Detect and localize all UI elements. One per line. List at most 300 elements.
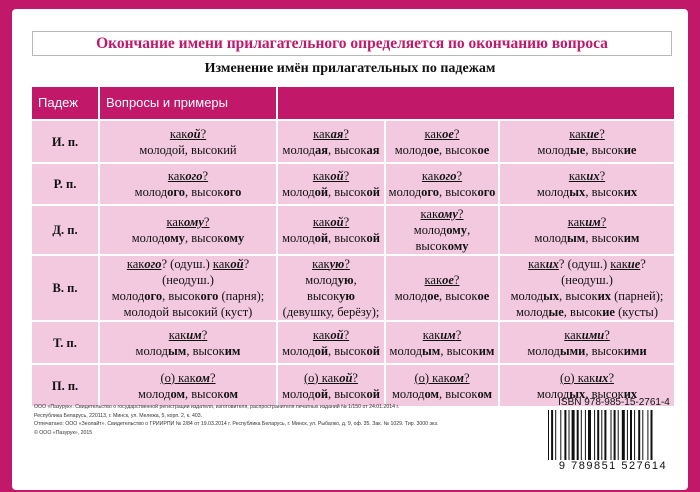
example-segment: (девушку, берёзу); [282,305,380,319]
question-line [102,327,274,343]
header-questions: Вопросы и примеры [99,86,277,120]
question-line [102,214,274,230]
example-segment: , высок [415,223,471,253]
question-segment [185,169,202,183]
question-line [388,168,496,184]
question-line [388,126,496,142]
question-segment: ? [203,215,210,229]
question-segment: (о) как [560,370,596,385]
question-ending: ими [581,327,605,342]
example-line [280,343,382,359]
example-segment: молодой высокий (куст) [123,305,253,319]
barcode-bar [647,410,648,460]
example-line [502,343,672,359]
case-label: И. п. [31,120,99,163]
example-ending: ым [168,343,187,358]
example-segment: , высок [186,343,225,358]
example-segment: , высок [439,142,478,157]
example-segment: молод [534,231,568,245]
barcode-bar [642,410,643,460]
question-segment: как [312,215,331,229]
case-label: П. п. [31,364,99,407]
example-cell [385,205,499,255]
barcode-bar [581,410,582,460]
example-cell [277,120,385,163]
example-segment: , высок [559,289,598,303]
header-case: Падеж [31,86,99,120]
barcode-bar [594,410,595,460]
question-line [280,126,382,142]
example-ending: ую [337,273,354,287]
header-blank [277,86,675,120]
example-cell [277,205,385,255]
question-line [388,327,496,343]
example-segment: молод [388,185,422,199]
example-ending: ом [170,386,186,401]
question-segment [330,215,343,229]
question-ending: ом [195,370,210,385]
example-line [388,184,496,200]
question-ending: ого [439,169,457,183]
example-segment: , высок [328,386,367,401]
example-segment: , высок [439,185,478,199]
question-segment [196,371,210,385]
question-segment [586,169,599,183]
question-segment: как [312,257,330,271]
example-segment: , высок [585,142,624,157]
example-ending: ой [366,343,380,358]
imprint-line: ООО «Пазурук». Свидетельство о государственной регистрации издателя, изготовителя, распространителя печатных изданий № 1/150 от 24.01.2014 г. [34,404,400,410]
example-segment: , высок [328,185,367,199]
example-segment: , высок [440,343,479,358]
question-line [502,327,672,343]
example-ending: ым [567,231,586,245]
example-segment: молод [537,142,570,157]
question-segment: как [312,169,331,183]
barcode-bar [577,410,579,460]
question-segment: ? [457,207,464,221]
example-line [102,304,274,320]
question-line [388,206,496,222]
question-segment: ? (одуш.) [558,257,611,271]
question-segment [186,328,202,342]
question-ending: ой [187,126,201,141]
example-ending: ом [477,386,492,401]
example-cell [99,321,277,364]
example-line [388,222,496,254]
example-segment: , высок [439,289,478,303]
question-line [502,168,672,184]
example-ending: ого [421,185,440,199]
question-ending: ом [449,370,464,385]
example-ending: ые [548,305,564,319]
example-segment: молод [282,386,315,401]
question-segment [595,371,608,385]
example-line [102,142,274,158]
example-segment: , высок [439,386,478,401]
example-ending: ые [570,142,586,157]
question-segment: как [564,327,582,342]
question-segment: ? [201,327,208,342]
example-segment: молод [135,343,169,358]
case-label: Д. п. [31,205,99,255]
question-segment [339,371,352,385]
barcode-bar [618,410,619,460]
example-cell [277,364,385,407]
example-cell [385,163,499,205]
example-line [280,142,382,158]
imprint-line: © ООО «Пазурук», 2015 [34,430,93,437]
page-title [32,31,672,56]
question-segment: (о) как [414,370,450,385]
example-segment: , высок [585,185,624,199]
example-cell [277,163,385,205]
example-line [502,304,672,320]
question-segment: как [168,327,187,342]
barcode-bar [588,410,591,460]
example-line [502,230,672,246]
example-cell [385,321,499,364]
barcode-bar [634,410,635,460]
question-segment [330,328,343,342]
example-ending: ому [164,231,186,245]
example-segment: молод [282,231,315,245]
question-segment: ? [456,169,463,183]
question-segment: ? [455,327,462,342]
case-label: В. п. [31,255,99,321]
example-line [502,142,672,158]
question-segment: как [312,327,331,342]
example-ending: ой [366,386,380,401]
example-cell [277,255,385,321]
example-line [280,272,382,304]
question-line [280,214,382,230]
table-header-row [31,86,675,120]
example-segment: молод [111,289,145,303]
question-segment [546,257,559,271]
example-cell [385,255,499,321]
example-ending: ом [424,386,440,401]
question-line [280,327,382,343]
imprint-text [34,403,534,438]
question-ending: ая [330,126,344,141]
question-ending: ую [329,257,345,271]
question-line [502,126,672,142]
example-cell [499,163,675,205]
barcode-bar [601,410,602,460]
question-segment [587,127,600,141]
example-ending: ому [223,231,245,245]
question-segment: ? [202,169,209,183]
example-segment: , высок [162,289,201,303]
example-line [102,230,274,246]
barcode-bar [569,410,570,460]
example-ending: ому [447,239,469,253]
question-segment [440,328,456,342]
question-line [502,370,672,386]
imprint-line: Отпечатано: ООО «Зеолайт». Свидетельство о ГРИИРПИ № 2/84 от 19.03.2014 г. Республика Беларусь, г. Минск, ул. Рыбалко, д. 9, оф. 35. Зак. № 1029. Тир. 3000 экз. [34,421,439,428]
question-segment: ? [343,327,350,342]
barcode [546,410,680,460]
question-ending: ого [144,257,162,271]
example-line [388,288,496,304]
example-segment: молод [392,386,425,401]
question-segment: как [169,126,188,141]
example-segment: молод [527,343,560,358]
example-line [102,184,274,200]
example-segment: , высок [185,386,224,401]
example-ending: ого [167,185,186,199]
question-segment: (о) как [304,370,340,385]
example-ending: ой [314,231,329,245]
question-segment: как [126,257,145,271]
question-segment: ? [344,257,350,271]
question-segment [628,257,641,271]
question-segment [439,169,456,183]
example-line [388,386,496,402]
barcode-bar [604,410,606,460]
example-ending: их [623,185,638,199]
example-line [102,288,274,304]
question-segment: ? [453,273,460,287]
question-segment: ? [343,215,350,229]
example-ending: им [623,231,640,245]
question-ending: их [545,257,559,271]
example-ending: ими [623,343,647,358]
question-segment [582,328,604,342]
example-ending: ых [569,386,586,401]
question-segment: как [212,257,231,271]
barcode-bar [614,410,616,460]
question-segment: как [166,215,185,229]
example-line [102,386,274,402]
question-ending: ое [442,126,454,141]
example-segment: молод [282,185,315,199]
table-row [31,255,675,321]
question-segment: как [567,215,586,229]
question-segment: ? [604,327,610,342]
example-segment: молод [131,231,165,245]
example-line [502,288,672,304]
example-line [280,304,382,320]
example-segment: молод [536,386,570,401]
example-segment: , высок [328,343,367,358]
isbn-label: ISBN 978-985-15-2761-4 [558,397,670,408]
question-segment: ? [210,370,216,385]
example-segment: (парней); [611,289,664,303]
question-segment [331,127,344,141]
example-segment: молод [536,185,570,199]
example-segment: молод [510,289,544,303]
example-ending: ом [223,386,238,401]
question-ending: ое [442,273,454,287]
example-ending: их [597,289,612,303]
example-segment: молод [282,142,316,157]
question-segment: ? [453,126,460,141]
example-segment: молод [516,305,549,319]
question-line [102,370,274,386]
barcode-bar [597,410,599,460]
question-segment: как [569,126,587,141]
question-segment: как [610,257,628,271]
example-segment: молод [413,223,447,237]
example-segment: молод [394,289,428,303]
question-segment: как [420,207,439,221]
example-cell [385,120,499,163]
example-cell [499,120,675,163]
question-segment: ? [343,126,349,141]
barcode-bar [560,410,561,460]
example-line [280,386,382,402]
example-line [388,142,496,158]
question-segment: ? (неодуш.) [561,257,646,287]
example-ending: ой [314,185,329,199]
question-segment: ? [599,169,606,183]
example-ending: ому [446,223,468,237]
question-segment: ? (одуш.) [161,257,213,271]
table-row [31,120,675,163]
example-ending: ую [339,289,355,303]
example-segment: молод [394,142,428,157]
example-ending: ой [314,386,329,401]
example-line [280,184,382,200]
table-subtitle: Изменение имён прилагательных по падежам [204,61,496,76]
example-ending: им [224,343,241,358]
example-cell [99,364,277,407]
question-ending: ие [627,257,641,271]
question-segment: ? [200,126,207,141]
question-ending: им [440,327,456,342]
example-line [388,343,496,359]
question-segment: (о) как [160,370,196,385]
example-line [502,184,672,200]
example-cell [99,120,277,163]
question-ending: ому [184,215,204,229]
example-segment: , высок [328,142,367,157]
declension-table [30,85,676,408]
question-segment [450,371,464,385]
question-segment: ? [352,370,358,385]
example-ending: ие [623,142,637,157]
question-line [102,126,274,142]
question-ending: ой [330,169,344,183]
example-segment: , высок [185,231,224,245]
question-ending: ой [330,215,344,229]
question-segment [144,257,161,271]
barcode-bar [551,410,553,460]
question-segment: как [422,327,441,342]
question-ending: ого [185,169,203,183]
barcode-bar [627,410,628,460]
question-segment: ? [608,370,614,385]
example-ending: ым [422,343,441,358]
example-ending: ое [477,289,490,303]
question-line [388,272,496,288]
question-line [280,168,382,184]
example-ending: им [478,343,495,358]
example-ending: ых [543,289,560,303]
barcode-bar [630,410,632,460]
question-ending: им [585,215,601,229]
barcode-bar [585,410,586,460]
question-ending: ому [438,207,458,221]
question-segment [442,127,454,141]
question-segment [187,127,200,141]
question-line [102,168,274,184]
example-ending: ого [144,289,163,303]
example-cell [499,321,675,364]
example-ending: ой [314,343,329,358]
barcode-number: 9 789851 527614 [558,460,668,472]
example-segment: , высок [185,185,224,199]
question-segment [330,257,345,271]
barcode-bar [622,410,625,460]
barcode-bar [572,410,575,460]
example-ending: ой [366,185,380,199]
example-ending: ие [602,305,615,319]
question-segment [330,169,343,183]
imprint-line: Республика Беларусь, 220113, г. Минск, ул. Мележа, 5, корп. 2, к. 403. [34,412,203,419]
table-row [31,321,675,364]
question-segment: как [424,126,443,141]
question-line [280,256,382,272]
example-segment: , высок [585,343,624,358]
question-line [502,256,672,288]
question-segment: как [528,257,546,271]
example-segment: молод [138,386,171,401]
barcode-bar [548,410,549,460]
example-ending: ая [315,142,329,157]
example-segment: молодой, высокий [139,142,237,157]
barcode-bar [638,410,640,460]
table-row [31,205,675,255]
example-segment: , высок [585,386,624,401]
example-segment: (парня); [218,289,265,303]
question-ending: ие [586,126,600,141]
question-segment: ? [600,215,607,229]
example-ending: их [623,386,638,401]
example-ending: ых [569,185,586,199]
case-label: Т. п. [31,321,99,364]
question-segment: как [167,169,186,183]
question-line [388,370,496,386]
example-cell [499,255,675,321]
barcode-bar [564,410,566,460]
question-segment: ? (неодуш.) [162,257,250,287]
example-ending: ыми [559,343,586,358]
example-segment: молод [305,273,338,287]
question-segment [184,215,204,229]
barcode-bar [651,410,653,460]
example-cell [99,205,277,255]
question-line [102,256,274,288]
example-line [280,230,382,246]
question-segment: ? [464,370,470,385]
question-ending: их [595,370,609,385]
table-row [31,163,675,205]
question-ending: ой [330,327,344,342]
question-segment [442,273,454,287]
example-ending: ого [477,185,496,199]
question-ending: ой [339,370,353,385]
example-segment: , высок [307,273,357,303]
example-line [102,343,274,359]
example-ending: ого [223,185,242,199]
example-segment: молод [282,343,315,358]
question-line [502,214,672,230]
example-segment: молод [389,343,423,358]
question-segment: как [313,126,331,141]
